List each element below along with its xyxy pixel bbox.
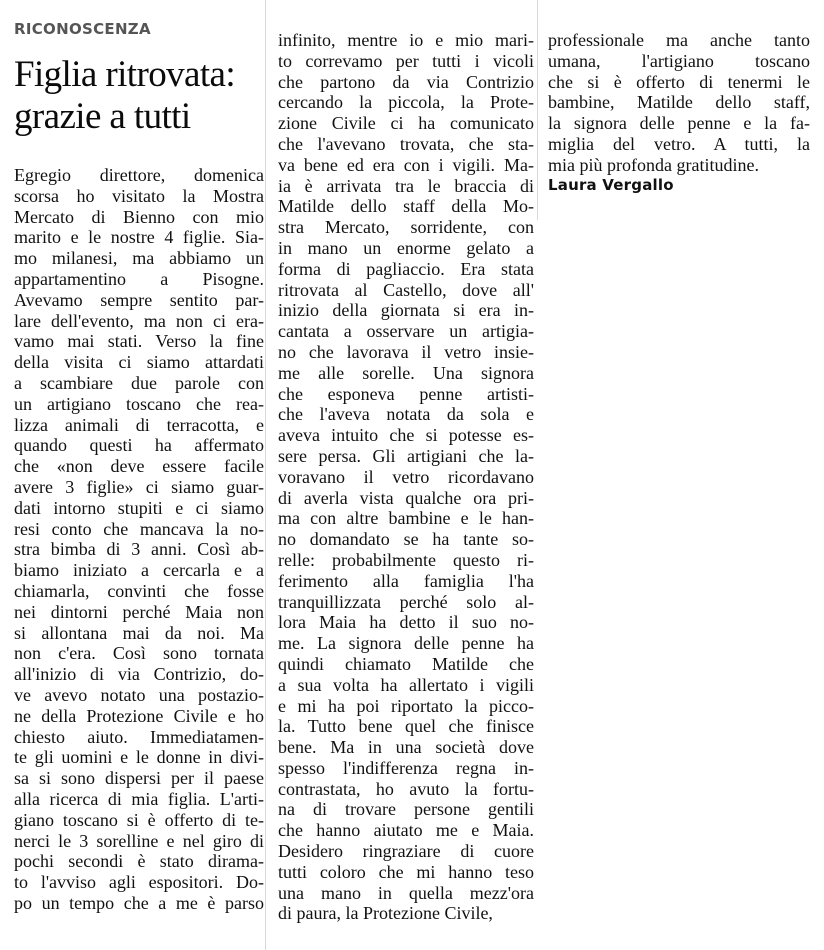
text-line: resi conto che mancava la no- [14, 518, 264, 539]
text-line: ritrovata al Castello, dove all' [278, 279, 534, 300]
headline [14, 54, 264, 138]
text-line: alla ricerca di mia figlia. L'arti- [14, 788, 264, 809]
text-line: va bene ed era con i vigili. Ma- [278, 154, 534, 175]
text-line: cercando la piccola, la Prote- [278, 92, 534, 113]
text-line: ve avevo notato una postazio- [14, 684, 264, 705]
text-line: contrastata, ho avuto la fortu- [278, 778, 534, 799]
text-line: umana, l'artigiano toscano [548, 50, 810, 71]
text-line: stra bimba di 3 anni. Così ab- [14, 539, 264, 560]
text-line: me. La signora delle penne ha [278, 633, 534, 654]
text-line: nerci le 3 sorelline e nel giro di [14, 830, 264, 851]
text-line: lora Maia ha detto il suo no- [278, 612, 534, 633]
text-line: lizza animali di terracotta, e [14, 414, 264, 435]
text-line: ferimento alla famiglia l'ha [278, 570, 534, 591]
text-line: ia è arrivata tra le braccia di [278, 175, 534, 196]
text-line: po un tempo che a me è parso [14, 892, 264, 913]
text-line: stra Mercato, sorridente, con [278, 217, 534, 238]
text-line: di paura, la Protezione Civile, [278, 903, 493, 924]
text-line: zione Civile ci ha comunicato [278, 113, 534, 134]
text-line: te gli uomini e le donne in divi- [14, 747, 264, 768]
panel-divider [537, 0, 538, 220]
text-line: a scambiare due parole con [14, 372, 264, 393]
article-column-2 [278, 30, 536, 924]
text-line: to correvamo per tutti i vicoli [278, 50, 534, 71]
text-line: ne della Protezione Civile e ho [14, 705, 264, 726]
text-line: non c'era. Così sono tornata [14, 643, 264, 664]
text-line: ma con altre bambine e le han- [278, 508, 534, 529]
text-line: si allontana mai da noi. Ma [14, 622, 264, 643]
text-line: mia più profonda gratitudine. [548, 154, 759, 175]
author-signature: Laura Vergallo [548, 176, 674, 194]
text-line: Avevamo sempre sentito par- [14, 289, 264, 310]
text-line: to l'avviso agli espositori. Do- [14, 872, 264, 893]
text-line: chiamarla, convinti che fosse [14, 580, 264, 601]
headline-line: Figlia ritrovata: [14, 54, 235, 95]
text-line: giano toscano si è offerto di te- [14, 809, 264, 830]
text-line: inizio della giornata si era in- [278, 300, 534, 321]
text-line: che si è offerto di tenermi le [548, 71, 810, 92]
text-line: quando questi ha affermato [14, 435, 264, 456]
text-line: la signora delle penne e la fa- [548, 113, 810, 134]
text-line: che esponeva penne artisti- [278, 383, 534, 404]
text-line: quindi chiamato Matilde che [278, 653, 534, 674]
text-line: biamo iniziato a cercarla e a [14, 560, 264, 581]
text-line: professionale ma anche tanto [548, 30, 810, 50]
text-line: me alle sorelle. Una signora [278, 362, 534, 383]
text-line: all'inizio di via Contrizio, do- [14, 664, 264, 685]
text-line: sa si sono dispersi per il paese [14, 768, 264, 789]
text-line: forma di pagliaccio. Era stata [278, 258, 534, 279]
section-label: RICONOSCENZA [14, 20, 151, 38]
headline-line: grazie a tutti [14, 96, 191, 137]
text-line: aveva intuito che si potesse es- [278, 425, 534, 446]
text-line: che l'aveva notata da sola e [278, 404, 534, 425]
text-line: che «non deve essere facile [14, 456, 264, 477]
text-line: appartamentino a Pisogne. [14, 268, 264, 289]
text-line: vamo mai stati. Verso la fine [14, 331, 264, 352]
text-line: che hanno aiutato me e Maia. [278, 820, 534, 841]
text-line: chiesto aiuto. Immediatamen- [14, 726, 264, 747]
text-line: che l'avevano trovata, che sta- [278, 133, 534, 154]
text-line: Matilde dello staff della Mo- [278, 196, 534, 217]
text-line: mo milanesi, ma abbiamo un [14, 248, 264, 269]
text-line: pochi secondi è stato dirama- [14, 851, 264, 872]
panel-divider [265, 0, 266, 950]
text-line: a sua volta ha allertato i vigili [278, 674, 534, 695]
text-line: Mercato di Bienno con mio [14, 206, 264, 227]
text-line: Egregio direttore, domenica [14, 165, 264, 185]
text-line: una mano in quella mezz'ora [278, 882, 534, 903]
text-line: che partono da via Contrizio [278, 71, 534, 92]
text-line: relle: probabilmente questo ri- [278, 549, 534, 570]
text-line: miglia del vetro. A tutti, la [548, 133, 810, 154]
text-line: Desidero ringraziare di cuore [278, 841, 534, 862]
text-line: la. Tutto bene quel che finisce [278, 716, 534, 737]
text-line: infinito, mentre io e mio mari- [278, 30, 534, 50]
text-line: della visita ci siamo attardati [14, 352, 264, 373]
text-line: dati intorno stupiti e ci siamo [14, 497, 264, 518]
text-line: voravano il vetro ricordavano [278, 466, 534, 487]
text-line: tranquillizzata perché solo al- [278, 591, 534, 612]
text-line: di averla vista qualche ora pri- [278, 487, 534, 508]
text-line: no domandato se ha tante so- [278, 529, 534, 550]
text-line: marito e le nostre 4 figlie. Sia- [14, 227, 264, 248]
text-line: un artigiano toscano che rea- [14, 393, 264, 414]
text-line: bambine, Matilde dello staff, [548, 92, 810, 113]
text-line: na di trovare persone gentili [278, 799, 534, 820]
text-line: nei dintorni perché Maia non [14, 601, 264, 622]
text-line: tutti coloro che mi hanno teso [278, 861, 534, 882]
text-line: avere 3 figlie» ci siamo guar- [14, 476, 264, 497]
text-line: sere persa. Gli artigiani che la- [278, 445, 534, 466]
article-column-1 [14, 165, 264, 914]
text-line: in mano un enorme gelato a [278, 237, 534, 258]
text-line: cantata a osservare un artigia- [278, 321, 534, 342]
page-background [538, 220, 824, 950]
text-line: lare dell'evento, ma non ci era- [14, 310, 264, 331]
article-column-3 [548, 30, 818, 176]
text-line: scorsa ho visitato la Mostra [14, 185, 264, 206]
text-line: no che lavorava il vetro insie- [278, 341, 534, 362]
text-line: spesso l'indifferenza regna in- [278, 757, 534, 778]
text-line: bene. Ma in una società dove [278, 737, 534, 758]
text-line: e mi ha poi riportato la picco- [278, 695, 534, 716]
